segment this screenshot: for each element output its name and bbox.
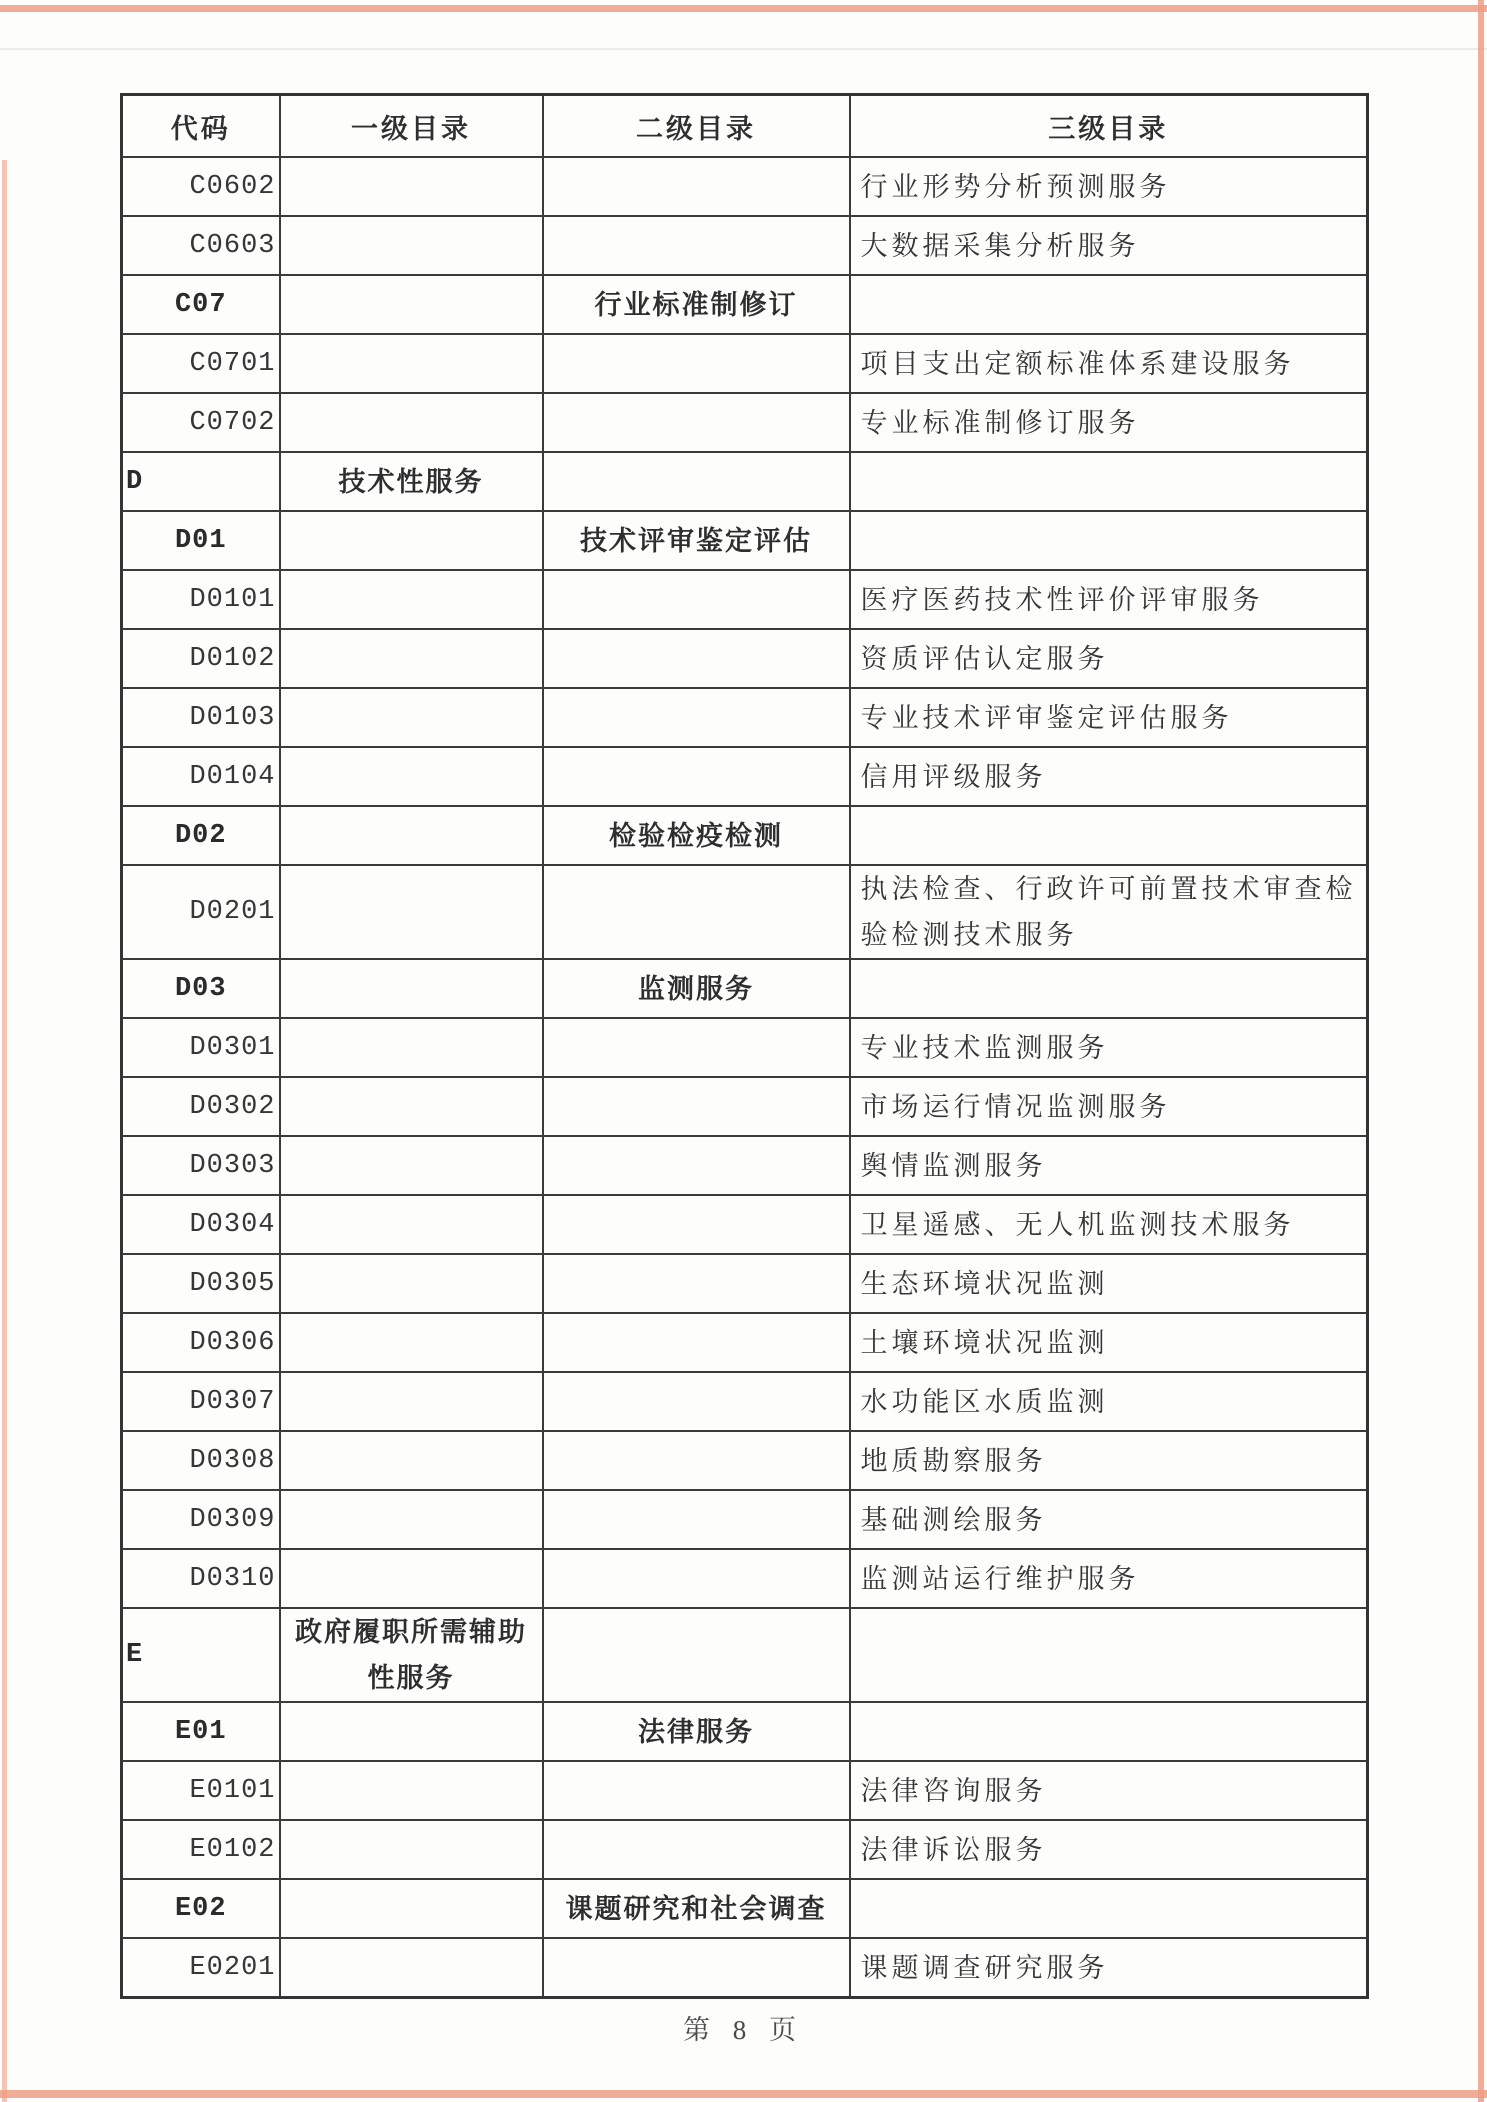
scan-edge-bottom bbox=[0, 2090, 1487, 2098]
code-cell: E0201 bbox=[122, 1938, 280, 1998]
level2-cell bbox=[543, 393, 850, 452]
level1-cell bbox=[280, 393, 543, 452]
code-cell: E01 bbox=[122, 1702, 280, 1761]
level3-cell: 卫星遥感、无人机监测技术服务 bbox=[850, 1195, 1368, 1254]
level3-cell bbox=[850, 1608, 1368, 1702]
level3-cell: 专业技术监测服务 bbox=[850, 1018, 1368, 1077]
code-cell: D0301 bbox=[122, 1018, 280, 1077]
level1-cell bbox=[280, 511, 543, 570]
level3-cell: 资质评估认定服务 bbox=[850, 629, 1368, 688]
code-cell: D0309 bbox=[122, 1490, 280, 1549]
level1-cell bbox=[280, 1254, 543, 1313]
level2-cell bbox=[543, 1431, 850, 1490]
page-footer: 第 8 页 bbox=[683, 2015, 804, 2045]
level3-cell bbox=[850, 452, 1368, 511]
scan-edge-left bbox=[2, 160, 7, 2102]
code-cell: D0103 bbox=[122, 688, 280, 747]
table-row bbox=[122, 511, 1368, 570]
level2-cell bbox=[543, 1313, 850, 1372]
table-row bbox=[122, 1879, 1368, 1938]
level2-cell bbox=[543, 1820, 850, 1879]
level1-cell bbox=[280, 1549, 543, 1608]
code-cell: D03 bbox=[122, 959, 280, 1018]
level3-cell bbox=[850, 1879, 1368, 1938]
code-cell: C07 bbox=[122, 275, 280, 334]
table-row bbox=[122, 865, 1368, 959]
table-row bbox=[122, 1490, 1368, 1549]
table-row bbox=[122, 1702, 1368, 1761]
level2-cell bbox=[543, 1761, 850, 1820]
level2-cell bbox=[543, 1608, 850, 1702]
level3-cell: 执法检查、行政许可前置技术审查检验检测技术服务 bbox=[850, 865, 1368, 959]
table-row bbox=[122, 1195, 1368, 1254]
level2-cell bbox=[543, 157, 850, 216]
level1-cell bbox=[280, 570, 543, 629]
level2-cell bbox=[543, 1018, 850, 1077]
table-row bbox=[122, 1549, 1368, 1608]
table-row bbox=[122, 629, 1368, 688]
level1-cell bbox=[280, 1938, 543, 1998]
table-row bbox=[122, 1313, 1368, 1372]
level2-cell bbox=[543, 1372, 850, 1431]
code-cell: E0101 bbox=[122, 1761, 280, 1820]
level2-cell bbox=[543, 1938, 850, 1998]
level3-cell bbox=[850, 511, 1368, 570]
code-cell: D0304 bbox=[122, 1195, 280, 1254]
table-row bbox=[122, 275, 1368, 334]
code-cell: C0602 bbox=[122, 157, 280, 216]
code-cell: D02 bbox=[122, 806, 280, 865]
table-row bbox=[122, 1372, 1368, 1431]
header-code: 代码 bbox=[122, 95, 280, 158]
level3-cell: 地质勘察服务 bbox=[850, 1431, 1368, 1490]
level1-cell bbox=[280, 275, 543, 334]
code-cell: D01 bbox=[122, 511, 280, 570]
level3-cell: 信用评级服务 bbox=[850, 747, 1368, 806]
level2-cell bbox=[543, 747, 850, 806]
level2-cell bbox=[543, 688, 850, 747]
level1-cell bbox=[280, 1820, 543, 1879]
level2-cell bbox=[543, 865, 850, 959]
level1-cell bbox=[280, 688, 543, 747]
header-level2: 二级目录 bbox=[543, 95, 850, 158]
level1-cell bbox=[280, 1018, 543, 1077]
level3-cell: 行业形势分析预测服务 bbox=[850, 157, 1368, 216]
level3-cell: 课题调查研究服务 bbox=[850, 1938, 1368, 1998]
level2-cell bbox=[543, 1136, 850, 1195]
level3-cell: 基础测绘服务 bbox=[850, 1490, 1368, 1549]
level2-cell bbox=[543, 216, 850, 275]
level1-cell bbox=[280, 1136, 543, 1195]
code-cell: D0306 bbox=[122, 1313, 280, 1372]
level1-cell bbox=[280, 216, 543, 275]
level3-cell: 市场运行情况监测服务 bbox=[850, 1077, 1368, 1136]
header-row bbox=[122, 95, 1368, 158]
level1-cell bbox=[280, 334, 543, 393]
level2-cell: 课题研究和社会调查 bbox=[543, 1879, 850, 1938]
level2-cell bbox=[543, 452, 850, 511]
level1-cell bbox=[280, 1761, 543, 1820]
level1-cell bbox=[280, 747, 543, 806]
level1-cell bbox=[280, 157, 543, 216]
table-row bbox=[122, 216, 1368, 275]
scan-edge-top bbox=[0, 5, 1487, 12]
level2-cell bbox=[543, 334, 850, 393]
table-row bbox=[122, 1820, 1368, 1879]
table-row bbox=[122, 1254, 1368, 1313]
table-row bbox=[122, 1608, 1368, 1702]
code-cell: D0305 bbox=[122, 1254, 280, 1313]
level2-cell bbox=[543, 1254, 850, 1313]
level1-cell bbox=[280, 1431, 543, 1490]
table-row bbox=[122, 1136, 1368, 1195]
code-cell: C0701 bbox=[122, 334, 280, 393]
catalog-table-header bbox=[122, 95, 1368, 158]
table-row bbox=[122, 959, 1368, 1018]
level2-cell: 监测服务 bbox=[543, 959, 850, 1018]
header-level3: 三级目录 bbox=[850, 95, 1368, 158]
code-cell: D bbox=[122, 452, 280, 511]
code-cell: D0102 bbox=[122, 629, 280, 688]
table-row bbox=[122, 688, 1368, 747]
table-row bbox=[122, 570, 1368, 629]
level1-cell: 政府履职所需辅助性服务 bbox=[280, 1608, 543, 1702]
level3-cell bbox=[850, 275, 1368, 334]
table-row bbox=[122, 157, 1368, 216]
level1-cell bbox=[280, 1490, 543, 1549]
code-cell: D0101 bbox=[122, 570, 280, 629]
level2-cell bbox=[543, 570, 850, 629]
level1-cell bbox=[280, 1372, 543, 1431]
level3-cell: 舆情监测服务 bbox=[850, 1136, 1368, 1195]
level3-cell: 专业标准制修订服务 bbox=[850, 393, 1368, 452]
level2-cell bbox=[543, 629, 850, 688]
table-row bbox=[122, 334, 1368, 393]
level1-cell bbox=[280, 1195, 543, 1254]
code-cell: E bbox=[122, 1608, 280, 1702]
table-row bbox=[122, 1431, 1368, 1490]
table-row bbox=[122, 1018, 1368, 1077]
code-cell: D0308 bbox=[122, 1431, 280, 1490]
table-body bbox=[122, 157, 1368, 1998]
code-cell: C0702 bbox=[122, 393, 280, 452]
code-cell: E0102 bbox=[122, 1820, 280, 1879]
table-row bbox=[122, 452, 1368, 511]
level3-cell bbox=[850, 1702, 1368, 1761]
level1-cell: 技术性服务 bbox=[280, 452, 543, 511]
level3-cell: 法律咨询服务 bbox=[850, 1761, 1368, 1820]
code-cell: D0303 bbox=[122, 1136, 280, 1195]
level3-cell: 专业技术评审鉴定评估服务 bbox=[850, 688, 1368, 747]
table-row bbox=[122, 1938, 1368, 1998]
code-cell: D0104 bbox=[122, 747, 280, 806]
level1-cell bbox=[280, 806, 543, 865]
code-cell: D0302 bbox=[122, 1077, 280, 1136]
level2-cell bbox=[543, 1195, 850, 1254]
code-cell: E02 bbox=[122, 1879, 280, 1938]
level3-cell: 水功能区水质监测 bbox=[850, 1372, 1368, 1431]
table-row bbox=[122, 1761, 1368, 1820]
level3-cell: 土壤环境状况监测 bbox=[850, 1313, 1368, 1372]
level1-cell bbox=[280, 1313, 543, 1372]
level2-cell bbox=[543, 1490, 850, 1549]
level3-cell: 监测站运行维护服务 bbox=[850, 1549, 1368, 1608]
level1-cell bbox=[280, 629, 543, 688]
level2-cell bbox=[543, 1549, 850, 1608]
level3-cell: 大数据采集分析服务 bbox=[850, 216, 1368, 275]
level1-cell bbox=[280, 1879, 543, 1938]
code-cell: D0307 bbox=[122, 1372, 280, 1431]
level2-cell: 检验检疫检测 bbox=[543, 806, 850, 865]
level3-cell: 法律诉讼服务 bbox=[850, 1820, 1368, 1879]
level1-cell bbox=[280, 1702, 543, 1761]
level3-cell: 医疗医药技术性评价评审服务 bbox=[850, 570, 1368, 629]
table-row bbox=[122, 747, 1368, 806]
table-row bbox=[122, 1077, 1368, 1136]
level1-cell bbox=[280, 959, 543, 1018]
code-cell: D0310 bbox=[122, 1549, 280, 1608]
level2-cell bbox=[543, 1077, 850, 1136]
level3-cell bbox=[850, 806, 1368, 865]
level3-cell: 项目支出定额标准体系建设服务 bbox=[850, 334, 1368, 393]
code-cell: D0201 bbox=[122, 865, 280, 959]
level3-cell bbox=[850, 959, 1368, 1018]
level1-cell bbox=[280, 1077, 543, 1136]
table-row bbox=[122, 393, 1368, 452]
level1-cell bbox=[280, 865, 543, 959]
header-level1: 一级目录 bbox=[280, 95, 543, 158]
scan-edge-right bbox=[1478, 0, 1484, 2102]
level2-cell: 行业标准制修订 bbox=[543, 275, 850, 334]
level2-cell: 法律服务 bbox=[543, 1702, 850, 1761]
table-row bbox=[122, 806, 1368, 865]
level2-cell: 技术评审鉴定评估 bbox=[543, 511, 850, 570]
scan-artifact-line bbox=[0, 48, 1487, 50]
catalog-table bbox=[120, 93, 1369, 1999]
level3-cell: 生态环境状况监测 bbox=[850, 1254, 1368, 1313]
code-cell: C0603 bbox=[122, 216, 280, 275]
